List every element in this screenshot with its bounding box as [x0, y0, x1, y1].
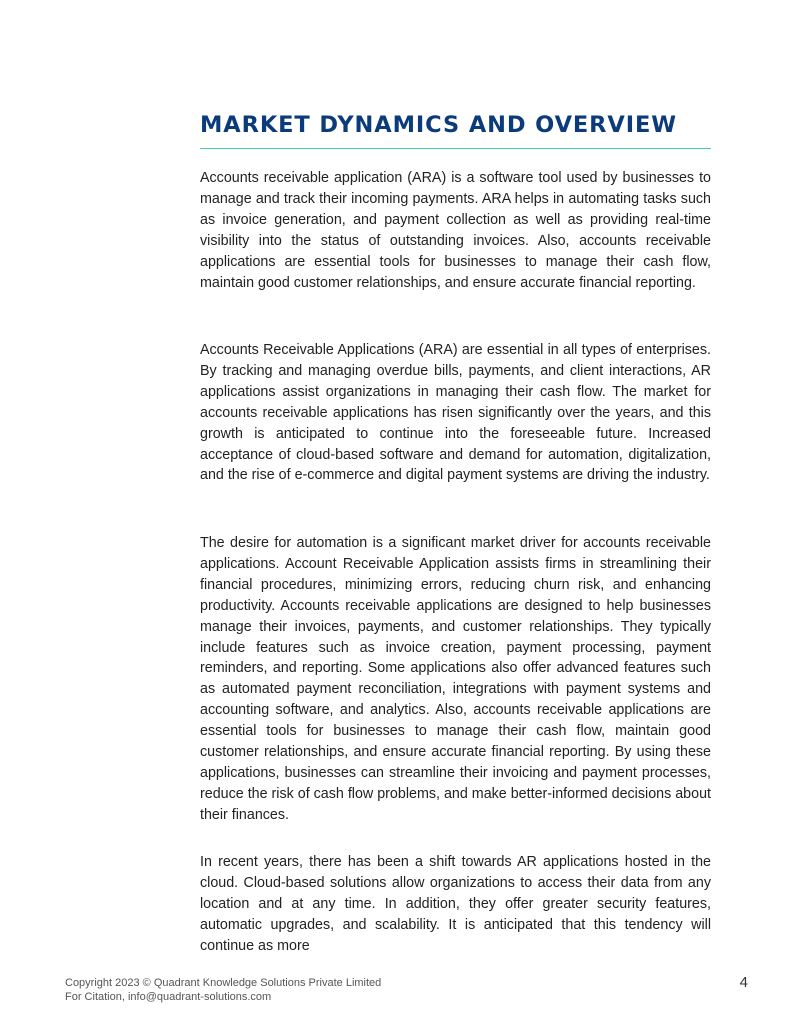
footer-copyright: Copyright 2023 © Quadrant Knowledge Solutions Private Limited — [65, 977, 382, 989]
paragraph-cloud-shift: In recent years, there has been a shift towards AR applications hosted in the cloud. Cloud-based solutions allow organizations to access their data from any location and at any time. In addition, they offer greater security features, automatic upgrades, and scalability. It is anticipated that this tendency will continue as more — [200, 854, 711, 954]
section-heading: MARKET DYNAMICS AND OVERVIEW — [200, 112, 677, 138]
page-footer — [65, 976, 381, 1004]
page-number: 4 — [739, 974, 748, 991]
paragraph-market-growth: Accounts Receivable Applications (ARA) are essential in all types of enterprises. By tracking and managing overdue bills, payments, and client interactions, AR applications assist organizations in managing their cash flow. The market for accounts receivable applications has risen significantly over the years, and this growth is anticipated to continue into the foreseeable future. Increased acceptance of cloud-based software and demand for automation, digitalization, and the rise of e-commerce and digital payment systems are driving the industry. — [200, 342, 711, 484]
heading-underline — [200, 148, 711, 149]
paragraph-automation-driver: The desire for automation is a significant market driver for accounts receivable applications. Account Receivable Application assists firms in streamlining their financial procedures, minimizing errors, reducing churn risk, and enhancing productivity. Accounts receivable applications are designed to help businesses manage their invoices, payments, and customer relationships. They typically include features such as invoice creation, payment processing, payment reminders, and reporting. Some applications also offer advanced features such as automated payment reconciliation, integrations with payment systems and accounting software, and analytics. Also, accounts receivable applications are essential tools for businesses to manage their cash flow, maintain good customer relationships, and ensure accurate financial reporting. By using these applications, businesses can streamline their invoicing and payment processes, reduce the risk of cash flow problems, and make better-informed decisions about their finances. — [200, 535, 711, 823]
paragraph-intro: Accounts receivable application (ARA) is a software tool used by businesses to manage and track their incoming payments. ARA helps in automating tasks such as invoice generation, and payment collection as well as providing real-time visibility into the status of outstanding invoices. Also, accounts receivable applications are essential tools for businesses to manage their cash flow, maintain good customer relationships, and ensure accurate financial reporting. — [200, 170, 711, 291]
footer-citation: For Citation, info@quadrant-solutions.com — [65, 991, 272, 1003]
